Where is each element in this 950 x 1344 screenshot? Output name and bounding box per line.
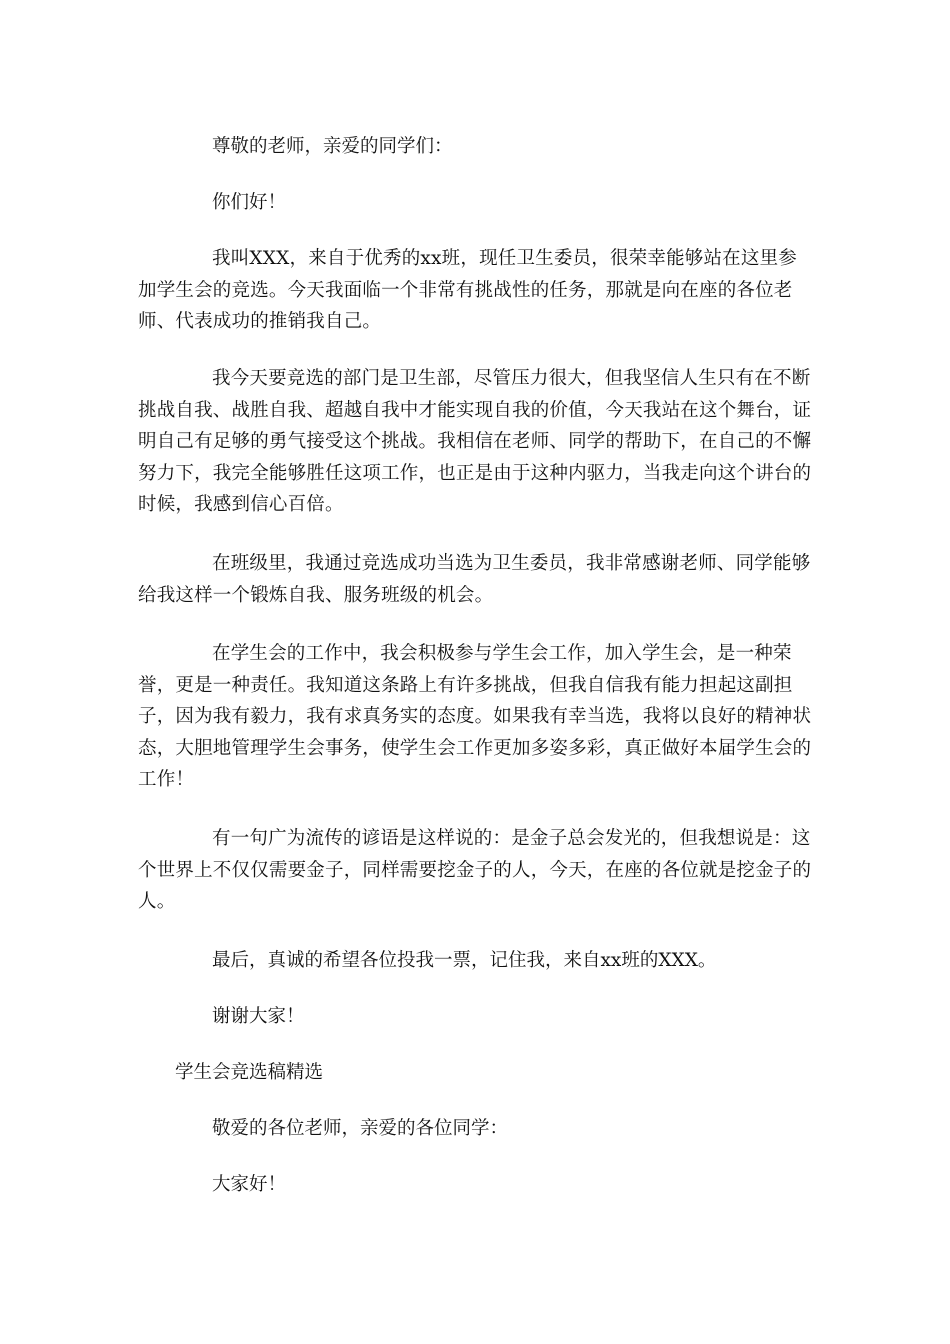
paragraph-proverb: 有一句广为流传的谚语是这样说的：是金子总会发光的，但我想说是：这个世界上不仅仅需要金子，同样需要挖金子的人，今天，在座的各位就是挖金子的人。: [138, 828, 812, 912]
paragraph-department: 我今天要竞选的部门是卫生部，尽管压力很大，但我坚信人生只有在不断挑战自我、战胜自我、超越自我中才能实现自我的价值，今天我站在这个舞台，证明自己有足够的勇气接受这个挑战。我相信在老师、同学的帮助下，在自己的不懈努力下，我完全能够胜任这项工作，也正是由于这种内驱力，当我走向这个讲台的时候，我感到信心百倍。: [138, 368, 812, 515]
paragraph-class: 在班级里，我通过竞选成功当选为卫生委员，我非常感谢老师、同学能够给我这样一个锻炼自我、服务班级的机会。: [138, 553, 811, 606]
greeting-line: 尊敬的老师，亲爱的同学们：: [212, 136, 453, 157]
thanks-line: 谢谢大家！: [212, 1006, 305, 1027]
paragraph-work: 在学生会的工作中，我会积极参与学生会工作，加入学生会，是一种荣誉，更是一种责任。我知道这条路上有许多挑战，但我自信我有能力担起这副担子，因为我有毅力，我有求真务实的态度。如果我有幸当选，我将以良好的精神状态，大胆地管理学生会事务，使学生会工作更加多姿多彩，真正做好本届学生会的工作！: [138, 643, 812, 790]
hello2-line: 大家好！: [212, 1174, 287, 1195]
section-title: 学生会竞选稿精选: [175, 1062, 324, 1083]
closing-line: 最后，真诚的希望各位投我一票，记住我，来自xx班的XXX。: [212, 950, 717, 971]
hello-line: 你们好！: [212, 192, 287, 213]
paragraph-intro: 我叫XXX，来自于优秀的xx班，现任卫生委员，很荣幸能够站在这里参加学生会的竞选。今天我面临一个非常有挑战性的任务，那就是向在座的各位老师、代表成功的推销我自己。: [138, 248, 797, 332]
greeting2-line: 敬爱的各位老师，亲爱的各位同学：: [212, 1118, 509, 1139]
